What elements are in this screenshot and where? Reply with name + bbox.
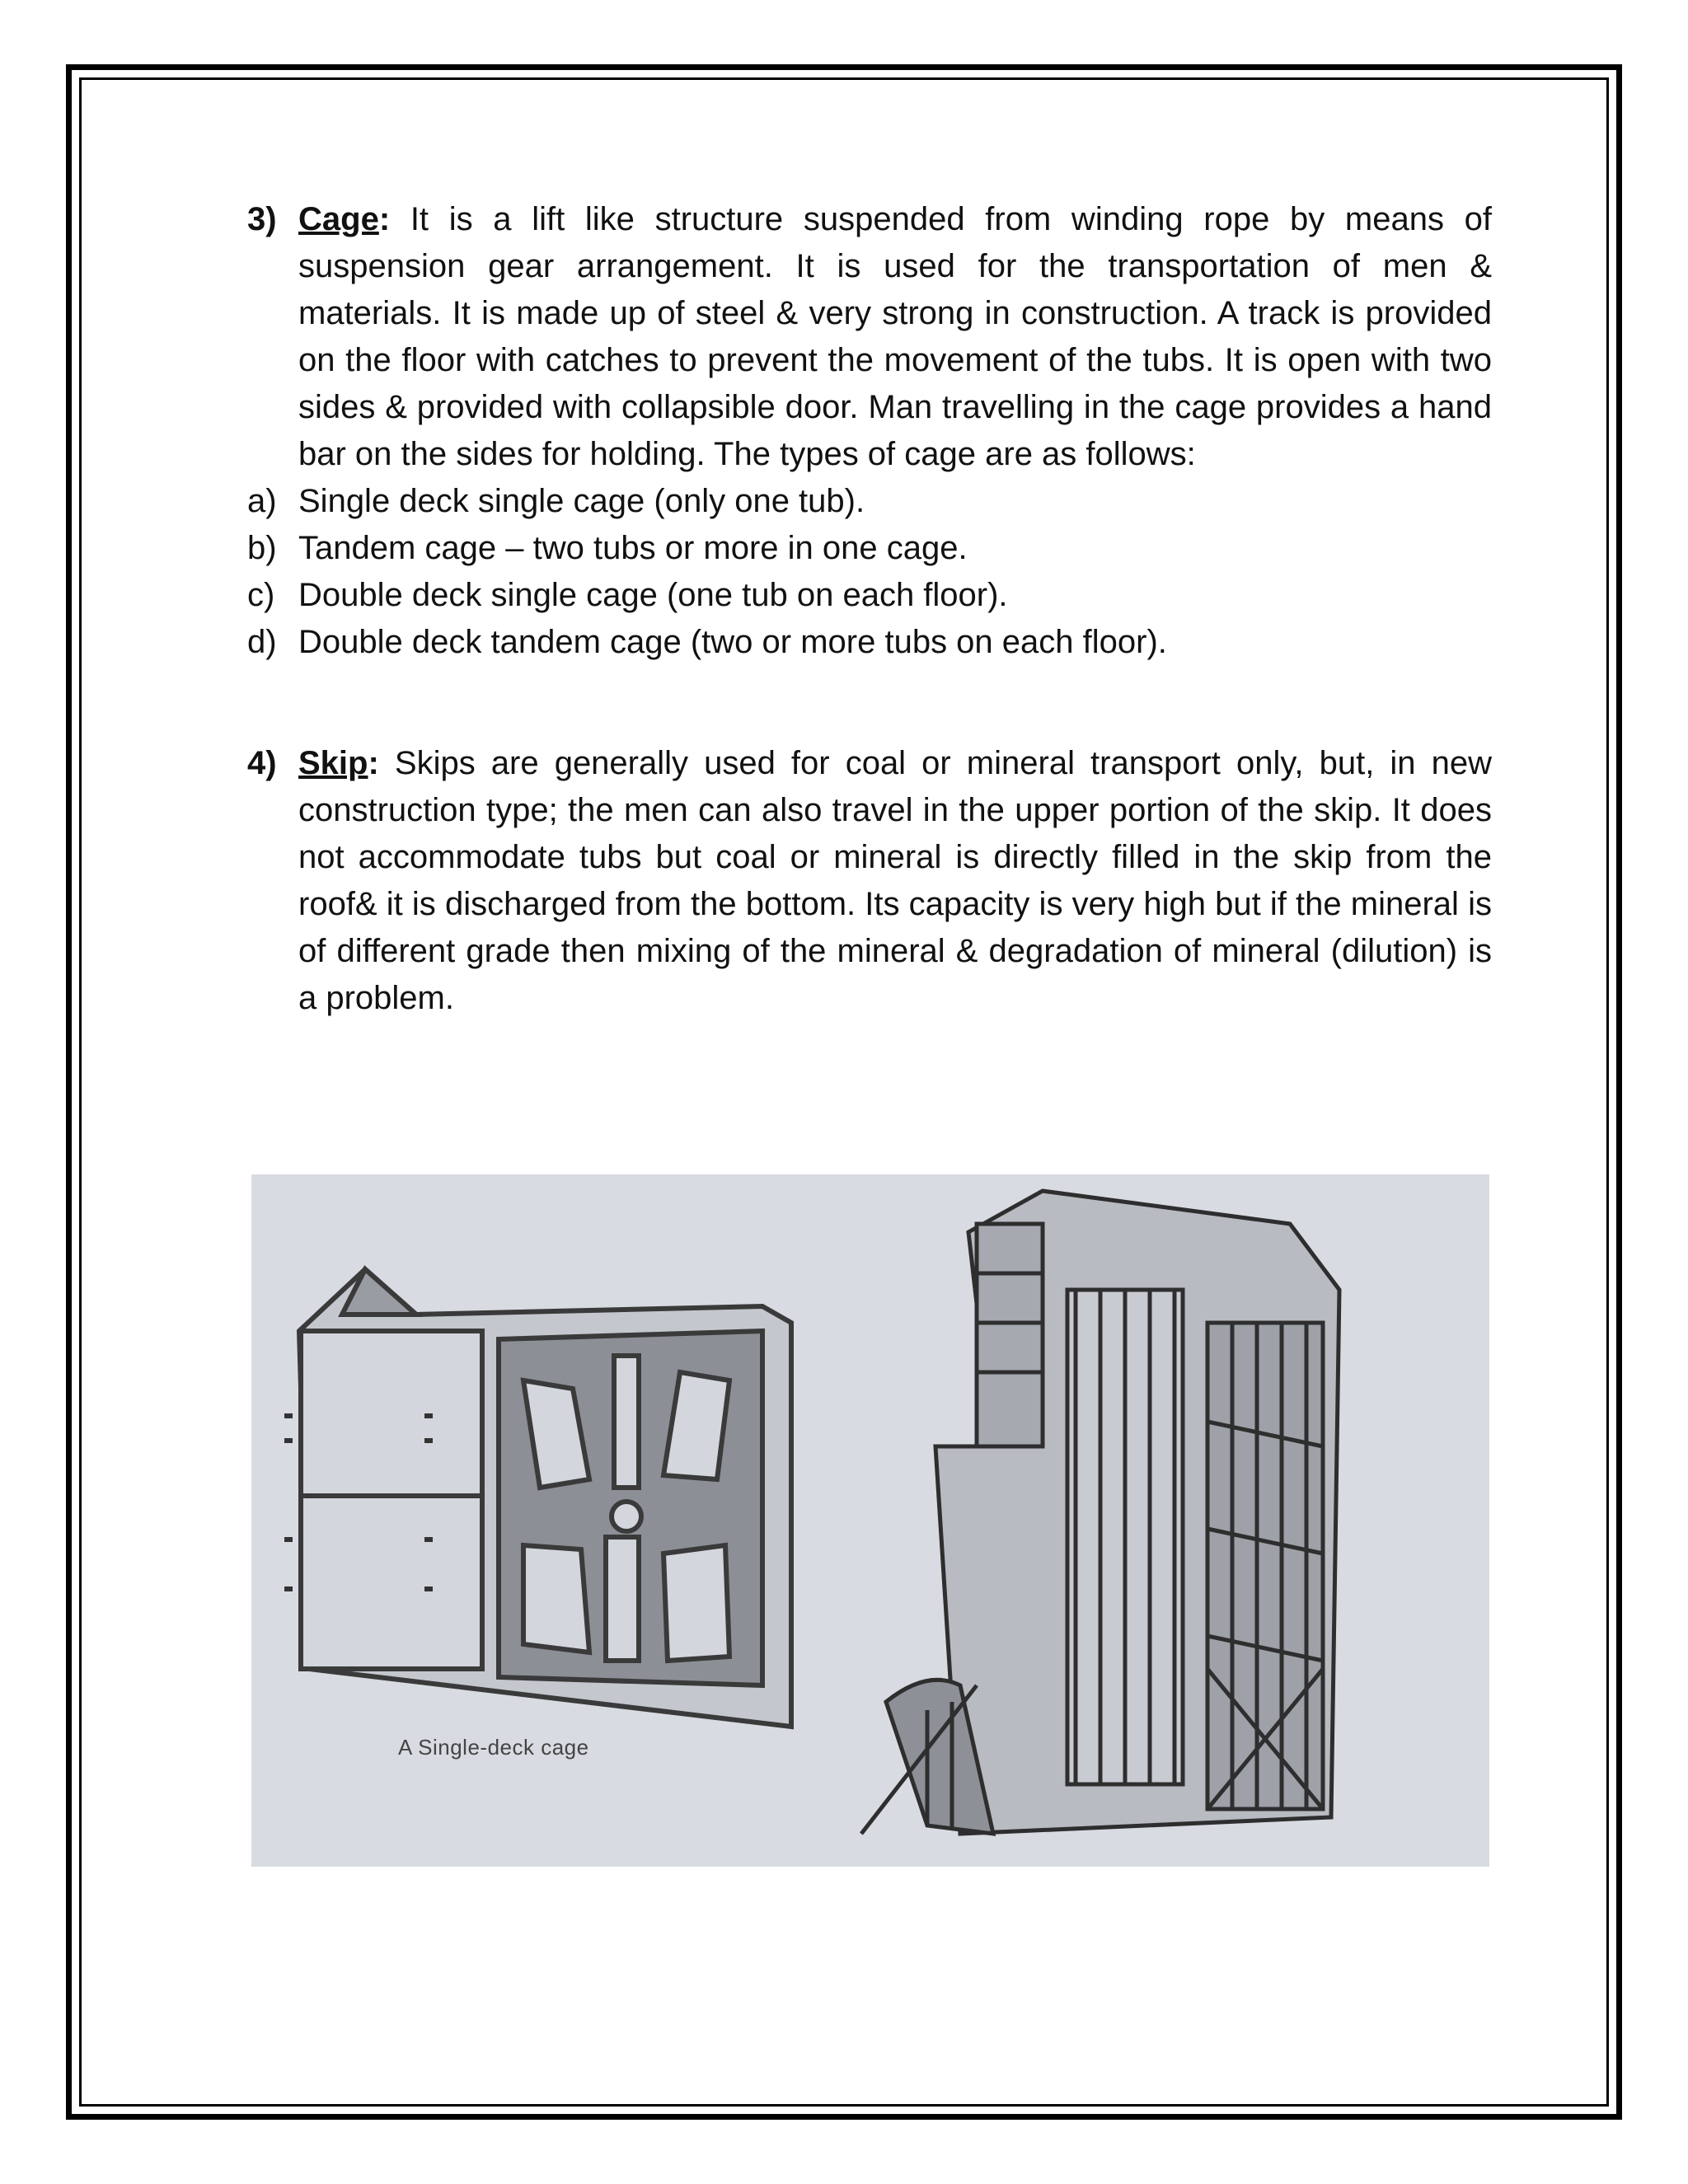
list-item-text: Single deck single cage (only one tub). (298, 483, 865, 519)
cage-and-skip-illustration (251, 1174, 1489, 1867)
list-item (247, 525, 1492, 572)
section-skip (247, 740, 1492, 1022)
figure-caption: A Single-deck cage (398, 1735, 589, 1760)
list-item (247, 478, 1492, 525)
skip-drawing (861, 1191, 1339, 1834)
title-colon: : (378, 201, 391, 237)
illustration-drawing (251, 1174, 1489, 1867)
section-title: Skip (298, 745, 368, 781)
document-body (247, 196, 1492, 1022)
section-number: 3) (247, 201, 277, 237)
list-item (247, 572, 1492, 619)
section-number: 4) (247, 745, 277, 781)
list-item-label: d) (247, 624, 277, 660)
list-item-text: Tandem cage – two tubs or more in one cage. (298, 530, 968, 566)
section-paragraph (298, 196, 1492, 478)
cage-types-list (247, 478, 1492, 666)
section-cage (247, 196, 1492, 666)
single-deck-cage-drawing (299, 1269, 791, 1727)
list-item-label: b) (247, 530, 277, 566)
list-item-text: Double deck tandem cage (two or more tubs on each floor). (298, 624, 1167, 660)
list-item-text: Double deck single cage (one tub on each floor). (298, 577, 1008, 613)
section-text: It is a lift like structure suspended from winding rope by means of suspension gear arrangement. It is used for the transportation of men & materials. It is made up of steel & very strong in construction. A track is provided on the floor with catches to prevent the movement of the tubs. It is open with two sides & provided with collapsible door. Man travelling in the cage provides a hand bar on the sides for holding. The types of cage are as follows: (298, 201, 1492, 472)
title-colon: : (368, 745, 379, 781)
section-paragraph (298, 740, 1492, 1022)
list-item-label: c) (247, 577, 275, 613)
section-text: Skips are generally used for coal or mineral transport only, but, in new construction type; the men can also travel in the upper portion of the skip. It does not accommodate tubs but coal or mineral is directly filled in the skip from the roof& it is discharged from the bottom. Its capacity is very high but if the mineral is of different grade then mixing of the mineral & degradation of mineral (dilution) is a problem. (298, 745, 1492, 1016)
list-item-label: a) (247, 483, 277, 519)
section-title: Cage (298, 201, 379, 237)
list-item (247, 619, 1492, 666)
